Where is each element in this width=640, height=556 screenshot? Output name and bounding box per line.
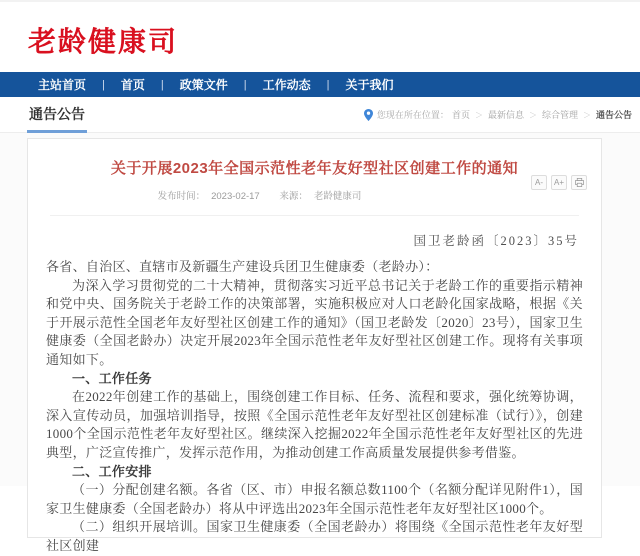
main-nav [0, 72, 640, 97]
publish-time-label: 发布时间： [157, 191, 206, 202]
breadcrumb-trail [452, 108, 632, 121]
paragraph: （一）分配创建名额。各省（区、市）申报名额总数1100个（名额分配详见附件1），国家卫生健康委（全国老龄办）将从中评选出2023年全国示范性老年友好型社区1000个。 [46, 482, 583, 516]
font-larger-button[interactable]: A+ [551, 175, 567, 190]
main-area [0, 133, 640, 553]
site-logo[interactable]: 老龄健康司 [28, 26, 179, 57]
nav-separator: | [326, 78, 330, 91]
nav-item-3[interactable]: 政策文件 [179, 78, 228, 92]
section-heading: 二、工作安排 [72, 463, 152, 479]
font-smaller-button[interactable]: A- [531, 175, 547, 190]
print-button[interactable] [571, 175, 587, 190]
printer-icon [575, 178, 584, 187]
article-card [27, 138, 602, 553]
nav-item-2[interactable]: 首页 [120, 78, 145, 92]
breadcrumb [364, 108, 632, 121]
breadcrumb-row [0, 97, 640, 133]
article-body [46, 258, 583, 556]
crumb-3[interactable]: 综合管理 [541, 110, 578, 120]
section-heading: 一、工作任务 [72, 370, 152, 386]
crumb-separator: ＞ [582, 111, 591, 120]
nav-separator: | [102, 78, 105, 91]
paragraph: （二）组织开展培训。国家卫生健康委（全国老龄办）将围绕《全国示范性老年友好型社区创建 [46, 519, 583, 553]
paragraph: 在2022年创建工作的基础上，围绕创建工作目标、任务、流程和要求，强化统筹协调，深入宣传动员，加强培训指导，按照《全国示范性老年友好型社区创建标准（试行）》，创建1000个全国示范性老年友好型社区。继续深入挖掘2022年全国示范性老年友好型社区的先进典型，广泛宣传推广，发挥示范作用，为推动创建工作高质量发展提供参考借鉴。 [46, 389, 583, 460]
article-title: 关于开展2023年全国示范性老年友好型社区创建工作的通知 [110, 160, 519, 177]
nav-item-4[interactable]: 工作动态 [262, 78, 311, 92]
location-label: 您现在所在位置： [376, 110, 449, 120]
crumb-1[interactable]: 首页 [451, 110, 470, 120]
crumb-separator: ＞ [528, 111, 537, 120]
divider [50, 215, 579, 216]
site-header [0, 0, 640, 72]
paragraph: 各省、自治区、直辖市及新疆生产建设兵团卫生健康委（老龄办）： [46, 259, 439, 274]
nav-separator: | [160, 78, 164, 91]
nav-item-1[interactable]: 主站首页 [38, 78, 87, 92]
crumb-4: 通告公告 [595, 110, 632, 120]
section-title: 通告公告 [27, 97, 87, 133]
doc-number: 国卫老龄函〔2023〕35号 [413, 234, 579, 248]
source-label: 来源： [279, 191, 308, 202]
article-meta [42, 188, 587, 202]
location-pin-icon [364, 109, 373, 121]
paragraph: 为深入学习贯彻党的二十大精神，贯彻落实习近平总书记关于老龄工作的重要指示精神和党中央、国务院关于老龄工作的决策部署，实施积极应对人口老龄化国家战略，根据《关于开展示范性全国老年友好型社区创建工作的通知》（国卫老龄发〔2020〕23号），国家卫生健康委（全国老龄办）决定开展2023年全国示范性老年友好型社区创建工作。现将有关事项通知如下。 [46, 277, 583, 367]
crumb-2[interactable]: 最新信息 [487, 110, 524, 120]
nav-item-5[interactable]: 关于我们 [345, 78, 394, 92]
publish-date: 2023-02-17 [211, 191, 260, 202]
crumb-separator: ＞ [474, 111, 483, 120]
source-value: 老龄健康司 [313, 191, 362, 202]
nav-separator: | [243, 78, 247, 91]
font-size-tools [527, 175, 587, 190]
